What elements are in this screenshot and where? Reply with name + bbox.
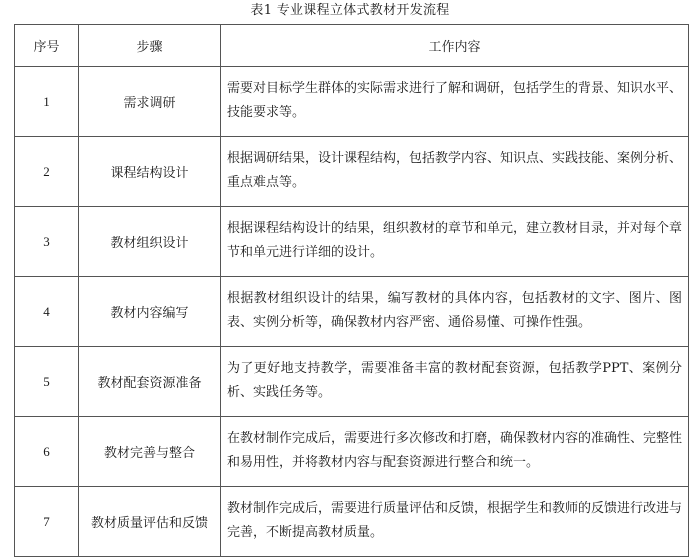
row-number: 3	[15, 207, 79, 277]
header-row	[15, 25, 689, 67]
row-content: 根据课程结构设计的结果，组织教材的章节和单元，建立教材目录，并对每个章节和单元进行详细的设计。	[221, 207, 689, 277]
table-row	[15, 207, 689, 277]
header-content: 工作内容	[221, 25, 689, 67]
row-number: 6	[15, 417, 79, 487]
row-step: 课程结构设计	[79, 137, 221, 207]
row-step: 教材质量评估和反馈	[79, 487, 221, 557]
table-row	[15, 277, 689, 347]
row-content: 教材制作完成后，需要进行质量评估和反馈，根据学生和教师的反馈进行改进与完善，不断提高教材质量。	[221, 487, 689, 557]
row-content: 根据调研结果，设计课程结构，包括教学内容、知识点、实践技能、案例分析、重点难点等。	[221, 137, 689, 207]
row-content: 需要对目标学生群体的实际需求进行了解和调研，包括学生的背景、知识水平、技能要求等。	[221, 67, 689, 137]
header-number: 序号	[15, 25, 79, 67]
header-step: 步骤	[79, 25, 221, 67]
row-number: 4	[15, 277, 79, 347]
table-caption: 表1 专业课程立体式教材开发流程	[250, 3, 450, 18]
row-content: 在教材制作完成后，需要进行多次修改和打磨，确保教材内容的准确性、完整性和易用性，并将教材内容与配套资源进行整合和统一。	[221, 417, 689, 487]
row-step: 需求调研	[79, 67, 221, 137]
row-step: 教材完善与整合	[79, 417, 221, 487]
table-row	[15, 347, 689, 417]
row-step: 教材内容编写	[79, 277, 221, 347]
table-row	[15, 67, 689, 137]
row-content: 根据教材组织设计的结果，编写教材的具体内容，包括教材的文字、图片、图表、实例分析等，确保教材内容严密、通俗易懂、可操作性强。	[221, 277, 689, 347]
row-number: 1	[15, 67, 79, 137]
process-table	[14, 24, 689, 557]
row-number: 7	[15, 487, 79, 557]
table-row	[15, 487, 689, 557]
row-number: 5	[15, 347, 79, 417]
row-number: 2	[15, 137, 79, 207]
row-step: 教材配套资源准备	[79, 347, 221, 417]
row-content: 为了更好地支持教学，需要准备丰富的教材配套资源，包括教学PPT、案例分析、实践任务等。	[221, 347, 689, 417]
row-step: 教材组织设计	[79, 207, 221, 277]
table-row	[15, 137, 689, 207]
table-row	[15, 417, 689, 487]
